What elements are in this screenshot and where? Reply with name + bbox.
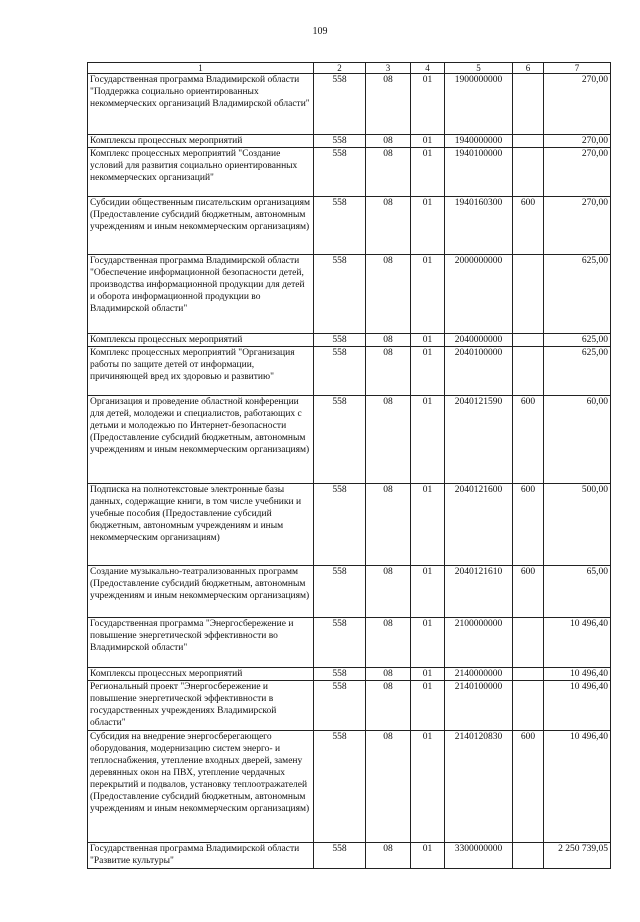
row-col-4: 01: [411, 396, 445, 484]
row-col-4: 01: [411, 334, 445, 347]
row-amount: 270,00: [544, 197, 611, 255]
row-name: Подписка на полнотекстовые электронные базы данных, содержащие книги, в том числе учебники и учебные пособия (Предоставление субсидий бюджетным, автономным учреждениям и иным некоммерческим организациям): [88, 484, 314, 566]
row-col-6: [513, 843, 544, 869]
row-amount: 10 496,40: [544, 731, 611, 843]
table-row: [88, 731, 611, 843]
table-row: [88, 681, 611, 731]
row-amount: 10 496,40: [544, 681, 611, 731]
row-col-2: 558: [314, 843, 366, 869]
row-name: Комплекс процессных мероприятий "Организация работы по защите детей от информации, причиняющей вред их здоровью и развитию": [88, 347, 314, 396]
header-row: [88, 63, 611, 74]
row-amount: 500,00: [544, 484, 611, 566]
row-col-5: 2040000000: [445, 334, 513, 347]
row-col-6: 600: [513, 197, 544, 255]
row-col-2: 558: [314, 74, 366, 135]
row-col-5: 2040121600: [445, 484, 513, 566]
row-col-3: 08: [366, 618, 411, 668]
row-col-4: 01: [411, 148, 445, 197]
row-col-5: 1940160300: [445, 197, 513, 255]
row-name: Комплекс процессных мероприятий "Создание условий для развития социально ориентированных некоммерческих организаций": [88, 148, 314, 197]
row-col-5: 2000000000: [445, 255, 513, 334]
row-amount: 60,00: [544, 396, 611, 484]
row-col-4: 01: [411, 681, 445, 731]
row-amount: 625,00: [544, 334, 611, 347]
row-col-5: 2040121590: [445, 396, 513, 484]
table-row: [88, 334, 611, 347]
row-col-2: 558: [314, 681, 366, 731]
header-col-2: 2: [314, 63, 366, 74]
row-name: Комплексы процессных мероприятий: [88, 135, 314, 148]
row-col-5: 2140120830: [445, 731, 513, 843]
row-col-5: 2140000000: [445, 668, 513, 681]
header-col-6: 6: [513, 63, 544, 74]
row-col-6: [513, 618, 544, 668]
row-name: Комплексы процессных мероприятий: [88, 668, 314, 681]
row-amount: 65,00: [544, 566, 611, 618]
row-col-6: [513, 148, 544, 197]
row-amount: 2 250 739,05: [544, 843, 611, 869]
row-col-6: 600: [513, 731, 544, 843]
row-col-3: 08: [366, 668, 411, 681]
table-row: [88, 148, 611, 197]
row-name: Государственная программа Владимирской области "Развитие культуры": [88, 843, 314, 869]
row-name: Комплексы процессных мероприятий: [88, 334, 314, 347]
row-col-3: 08: [366, 681, 411, 731]
row-col-6: 600: [513, 566, 544, 618]
row-col-6: 600: [513, 396, 544, 484]
header-col-1: 1: [88, 63, 314, 74]
row-col-4: 01: [411, 347, 445, 396]
row-col-2: 558: [314, 566, 366, 618]
row-col-5: 2100000000: [445, 618, 513, 668]
budget-table: [87, 62, 611, 869]
row-col-5: 1940100000: [445, 148, 513, 197]
table-row: [88, 618, 611, 668]
row-col-5: 2140100000: [445, 681, 513, 731]
row-col-2: 558: [314, 731, 366, 843]
row-col-3: 08: [366, 347, 411, 396]
row-col-3: 08: [366, 396, 411, 484]
table-row: [88, 668, 611, 681]
row-name: Государственная программа "Энергосбережение и повышение энергетической эффективности во Владимирской области": [88, 618, 314, 668]
row-col-4: 01: [411, 135, 445, 148]
row-col-2: 558: [314, 197, 366, 255]
row-col-2: 558: [314, 135, 366, 148]
row-col-4: 01: [411, 668, 445, 681]
table-row: [88, 197, 611, 255]
row-col-5: 1940000000: [445, 135, 513, 148]
row-col-3: 08: [366, 148, 411, 197]
row-name: Субсидии общественным писательским организациям (Предоставление субсидий бюджетным, автономным учреждениям и иным некоммерческим организациям): [88, 197, 314, 255]
row-col-2: 558: [314, 255, 366, 334]
row-col-4: 01: [411, 618, 445, 668]
row-col-6: [513, 347, 544, 396]
row-col-5: 2040100000: [445, 347, 513, 396]
row-name: Государственная программа Владимирской области "Поддержка социально ориентированных некоммерческих организаций Владимирской области": [88, 74, 314, 135]
header-col-3: 3: [366, 63, 411, 74]
row-col-4: 01: [411, 566, 445, 618]
row-col-3: 08: [366, 197, 411, 255]
row-col-4: 01: [411, 484, 445, 566]
row-name: Государственная программа Владимирской области "Обеспечение информационной безопасности детей, производства информационной продукции для детей и оборота информационной продукции во Владимирской области": [88, 255, 314, 334]
row-col-2: 558: [314, 396, 366, 484]
row-col-4: 01: [411, 731, 445, 843]
row-col-5: 2040121610: [445, 566, 513, 618]
table-row: [88, 843, 611, 869]
row-amount: 625,00: [544, 347, 611, 396]
row-col-2: 558: [314, 334, 366, 347]
table-row: [88, 74, 611, 135]
row-col-6: [513, 681, 544, 731]
table-row: [88, 347, 611, 396]
row-col-4: 01: [411, 197, 445, 255]
row-col-4: 01: [411, 255, 445, 334]
row-col-3: 08: [366, 255, 411, 334]
row-name: Региональный проект "Энергосбережение и повышение энергетической эффективности в государственных учреждениях Владимирской области": [88, 681, 314, 731]
row-col-6: 600: [513, 484, 544, 566]
row-col-2: 558: [314, 347, 366, 396]
row-col-3: 08: [366, 566, 411, 618]
row-col-4: 01: [411, 843, 445, 869]
row-col-6: [513, 255, 544, 334]
row-col-5: 1900000000: [445, 74, 513, 135]
row-col-2: 558: [314, 484, 366, 566]
table-row: [88, 135, 611, 148]
row-col-4: 01: [411, 74, 445, 135]
row-col-5: 3300000000: [445, 843, 513, 869]
row-col-3: 08: [366, 74, 411, 135]
row-name: Создание музыкально-театрализованных программ (Предоставление субсидий бюджетным, автономным учреждениям и иным некоммерческим организациям): [88, 566, 314, 618]
header-col-5: 5: [445, 63, 513, 74]
row-amount: 270,00: [544, 148, 611, 197]
row-col-3: 08: [366, 334, 411, 347]
row-col-2: 558: [314, 668, 366, 681]
row-col-6: [513, 668, 544, 681]
table-row: [88, 396, 611, 484]
row-col-3: 08: [366, 135, 411, 148]
row-amount: 270,00: [544, 74, 611, 135]
table-row: [88, 566, 611, 618]
row-col-2: 558: [314, 148, 366, 197]
table-row: [88, 255, 611, 334]
row-col-6: [513, 74, 544, 135]
header-col-4: 4: [411, 63, 445, 74]
row-amount: 10 496,40: [544, 668, 611, 681]
row-amount: 10 496,40: [544, 618, 611, 668]
row-col-2: 558: [314, 618, 366, 668]
row-col-3: 08: [366, 731, 411, 843]
header-col-7: 7: [544, 63, 611, 74]
row-name: Организация и проведение областной конференции для детей, молодежи и специалистов, работающих с детьми и молодежью по Интернет-безопасности (Предоставление субсидий бюджетным, автономным учреждениям и иным некоммерческим организациям): [88, 396, 314, 484]
row-name: Субсидия на внедрение энергосберегающего оборудования, модернизацию систем энерго- и теплоснабжения, утепление входных дверей, замену деревянных окон на ПВХ, утепление чердачных перекрытий и подвалов, установку теплоотражателей (Предоставление субсидий бюджетным, автономным учреждениям и иным некоммерческим организациям): [88, 731, 314, 843]
row-amount: 270,00: [544, 135, 611, 148]
table-row: [88, 484, 611, 566]
row-col-3: 08: [366, 843, 411, 869]
row-col-6: [513, 334, 544, 347]
row-col-3: 08: [366, 484, 411, 566]
page-number: 109: [312, 26, 328, 37]
row-amount: 625,00: [544, 255, 611, 334]
row-col-6: [513, 135, 544, 148]
